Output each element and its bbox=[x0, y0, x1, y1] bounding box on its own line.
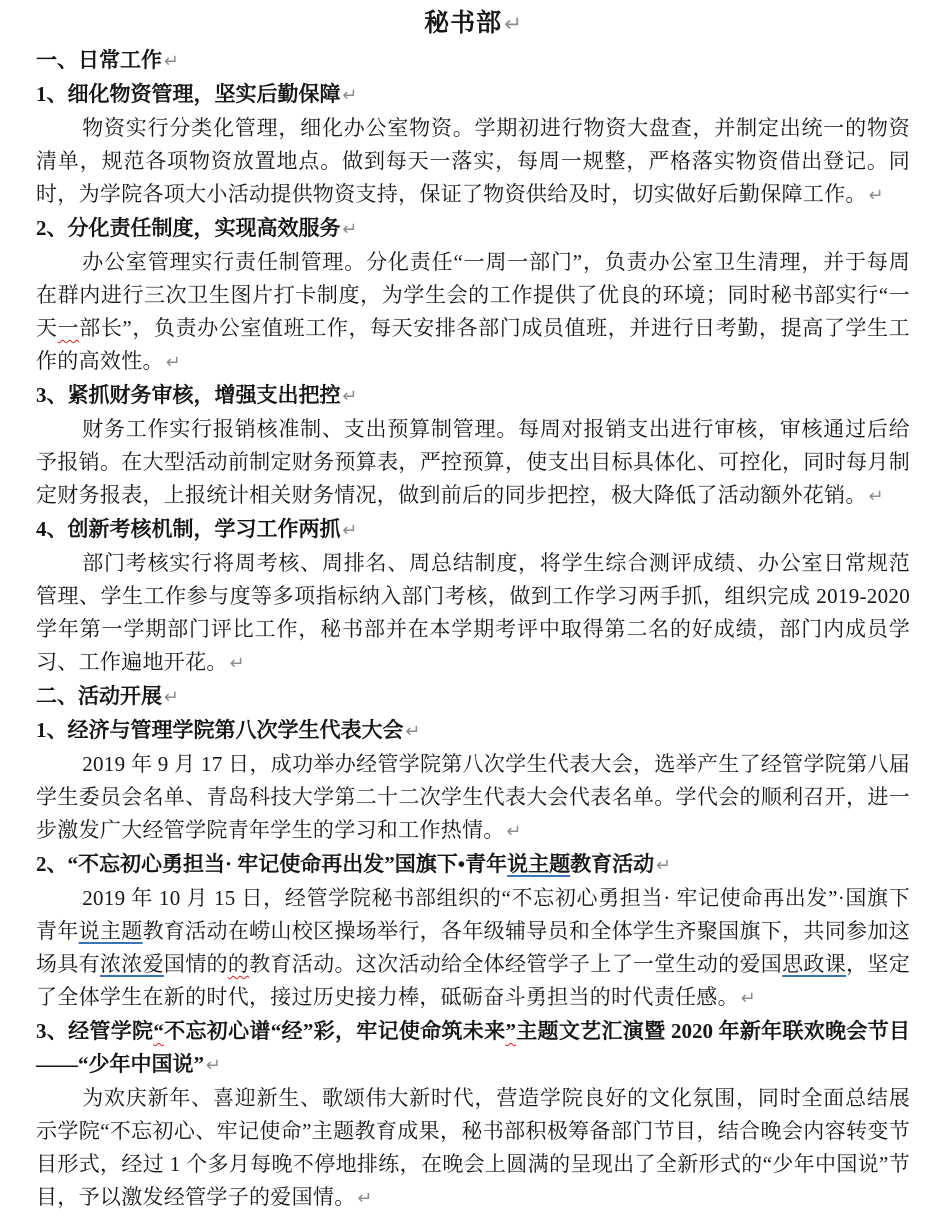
paragraph-responsibility bbox=[36, 246, 910, 379]
paragraph-text: 部长”，负责办公室值班工作，每天安排各部门成员值班，并进行日考勤，提高了学生工作的高效性。 bbox=[36, 316, 910, 373]
section-heading-daily-work bbox=[36, 44, 910, 78]
paragraph-mark-icon: ↵ bbox=[229, 653, 245, 674]
spellcheck-squiggle-text: ” bbox=[505, 1019, 516, 1043]
paragraph-mark-icon: ↵ bbox=[165, 352, 181, 373]
item-heading-congress bbox=[36, 714, 910, 748]
paragraph-mark-icon: ↵ bbox=[342, 219, 358, 240]
paragraph-mark-icon: ↵ bbox=[342, 520, 358, 541]
heading-text: 不忘初心谱“经”彩，牢记使命筑未来 bbox=[163, 1019, 506, 1043]
title-text: 秘书部 bbox=[424, 10, 503, 37]
grammar-underline-text: 说主题 bbox=[507, 852, 571, 876]
item-heading-gala bbox=[36, 1015, 910, 1082]
grammar-underline-text: 思政课 bbox=[782, 952, 847, 976]
paragraph-text: 物资实行分类化管理，细化办公室物资。学期初进行物资大盘查，并制定出统一的物资清单，规范各项物资放置地点。做到每天一落实，每周一规整，严格落实物资借出登记。同时，为学院各项大小活动提供物资支持，保证了物资供给及时，切实做好后勤保障工作。 bbox=[36, 116, 910, 206]
item-heading-responsibility bbox=[36, 212, 910, 246]
paragraph-mark-icon: ↵ bbox=[164, 51, 179, 72]
heading-text: 教育活动 bbox=[570, 852, 655, 876]
grammar-underline-text: 浓浓爱 bbox=[99, 952, 164, 976]
paragraph-text: 部门考核实行将周考核、周排名、周总结制度，将学生综合测评成绩、办公室日常规范管理、学生工作参与度等多项指标纳入部门考核，做到工作学习两手抓，组织完成 2019-2020 学年第一学期部门评比工作，秘书部并在本学期考评中取得第二名的好成绩，部门内成员学习、工作遍地开花。 bbox=[36, 551, 910, 674]
paragraph-assessment bbox=[36, 547, 910, 680]
paragraph-text: 财务工作实行报销核准制、支出预算制管理。每周对报销支出进行审核，审核通过后给予报销。在大型活动前制定财务预算表，严控预算，使支出目标具体化、可控化，同时每月制定财务报表，上报统计相关财务情况，做到前后的同步把控，极大降低了活动额外花销。 bbox=[36, 417, 910, 507]
heading-text: 一、日常工作 bbox=[36, 48, 162, 72]
paragraph-mark-icon: ↵ bbox=[342, 386, 358, 407]
paragraph-text: 教育活动。这次活动给全体经管学子上了一堂生动的爱国 bbox=[249, 952, 783, 976]
paragraph-text: 国情的 bbox=[163, 952, 228, 976]
heading-text: 1、经济与管理学院第八次学生代表大会 bbox=[36, 718, 404, 742]
item-heading-supplies bbox=[36, 78, 910, 112]
heading-text: 2、分化责任制度，实现高效服务 bbox=[36, 216, 341, 240]
paragraph-mark-icon: ↵ bbox=[504, 12, 522, 37]
paragraph-mark-icon: ↵ bbox=[357, 1188, 373, 1209]
paragraph-mark-icon: ↵ bbox=[405, 721, 421, 742]
spellcheck-squiggle-text: 的 bbox=[227, 952, 250, 976]
paragraph-mark-icon: ↵ bbox=[164, 687, 179, 708]
paragraph-gala bbox=[36, 1082, 910, 1215]
heading-text: 3、紧抓财务审核，增强支出把控 bbox=[36, 383, 341, 407]
paragraph-finance bbox=[36, 413, 910, 513]
heading-text: 4、创新考核机制，学习工作两抓 bbox=[36, 517, 341, 541]
spellcheck-squiggle-text: “ bbox=[153, 1019, 164, 1043]
heading-text: 二、活动开展 bbox=[36, 684, 162, 708]
section-heading-activities bbox=[36, 680, 910, 714]
paragraph-mark-icon: ↵ bbox=[506, 821, 522, 842]
paragraph-text: ，坚定了全体学生在新的时代，接过历史接力棒，砥砺奋斗勇担当的时代责任感。 bbox=[36, 952, 910, 1009]
heading-text: 1、细化物资管理，坚实后勤保障 bbox=[36, 82, 341, 106]
paragraph-congress bbox=[36, 748, 910, 848]
paragraph-text: 2019 年 9 月 17 日，成功举办经管学院第八次学生代表大会，选举产生了经管学院第八届学生委员会名单、青岛科技大学第二十二次学生代表大会代表名单。学代会的顺利召开，进一步激发广大经管学院青年学生的学习和工作热情。 bbox=[36, 752, 910, 842]
item-heading-assessment bbox=[36, 513, 910, 547]
paragraph-flag-education bbox=[36, 882, 910, 1015]
paragraph-text: 2019 年 10 月 15 日，经管学院秘书部组织的“不忘初心勇担当· 牢记使命再出发”·国旗下青年 bbox=[36, 886, 910, 943]
spellcheck-squiggle-text: 一 bbox=[57, 316, 80, 340]
heading-text: 3、经管学院 bbox=[36, 1019, 154, 1043]
paragraph-mark-icon: ↵ bbox=[868, 486, 884, 507]
heading-text: 2、“不忘初心勇担当· 牢记使命再出发”国旗下•青年 bbox=[36, 852, 508, 876]
paragraph-mark-icon: ↵ bbox=[868, 185, 884, 206]
grammar-underline-text: 说主题 bbox=[78, 919, 143, 943]
paragraph-mark-icon: ↵ bbox=[342, 85, 358, 106]
paragraph-text: 为欢庆新年、喜迎新生、歌颂伟大新时代，营造学院良好的文化氛围，同时全面总结展示学院“不忘初心、牢记使命”主题教育成果，秘书部积极筹备部门节目，结合晚会内容转变节目形式，经过 1 个多月每晚不停地排练，在晚会上圆满的呈现出了全新形式的“少年中国说”节目，予以激发经管学子的爱国情。 bbox=[36, 1086, 910, 1209]
paragraph-supplies bbox=[36, 112, 910, 212]
item-heading-finance bbox=[36, 379, 910, 413]
paragraph-mark-icon: ↵ bbox=[206, 1055, 221, 1076]
paragraph-text: 教育活动在崂山校区操场举行，各年级辅导员和全体学生齐聚国旗下，共同参加这场具有 bbox=[36, 919, 910, 976]
item-heading-flag-education bbox=[36, 848, 910, 882]
paragraph-text: 办公室管理实行责任制管理。分化责任“一周一部门”，负责办公室卫生清理，并于每周在群内进行三次卫生图片打卡制度，为学生会的工作提供了优良的环境；同时秘书部实行“一天 bbox=[36, 250, 910, 340]
paragraph-mark-icon: ↵ bbox=[656, 855, 672, 876]
page-title bbox=[36, 5, 910, 44]
heading-text: 主题文艺汇演暨 2020 年新年联欢晚会节目——“少年中国说” bbox=[36, 1019, 911, 1076]
paragraph-mark-icon: ↵ bbox=[740, 988, 756, 1009]
